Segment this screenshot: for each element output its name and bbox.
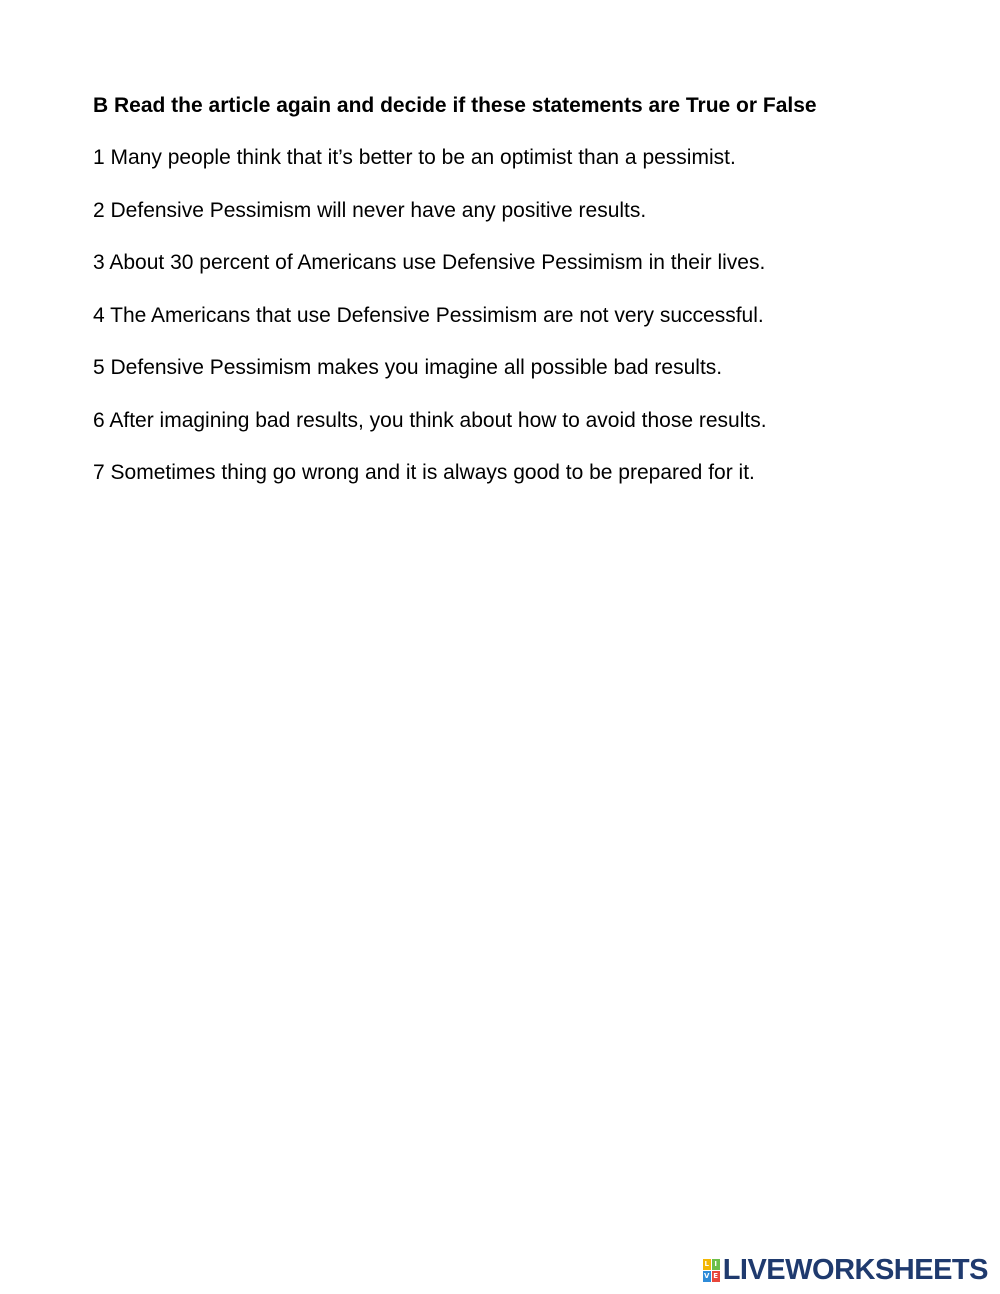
liveworksheets-logo [703,1255,988,1285]
statement-item: 4 The Americans that use Defensive Pessimism are not very successful. [93,303,764,327]
statement-item: 7 Sometimes thing go wrong and it is always good to be prepared for it. [93,461,755,484]
logo-mark-icon: L I V E [703,1259,719,1280]
statement-list [93,144,973,487]
logo-text: LIVEWORKSHEETS [722,1254,988,1286]
instructions-heading: B Read the article again and decide if these statements are True or False [93,94,817,117]
statement-item: 1 Many people think that it’s better to be an optimist than a pessimist. [93,146,736,169]
worksheet [93,92,973,512]
statement-item: 5 Defensive Pessimism makes you imagine all possible bad results. [93,356,723,379]
statement-item: 3 About 30 percent of Americans use Defensive Pessimism in their lives. [93,251,766,274]
statement-item: 6 After imagining bad results, you think about how to avoid those results. [93,408,767,432]
statement-item: 2 Defensive Pessimism will never have any positive results. [93,198,647,222]
